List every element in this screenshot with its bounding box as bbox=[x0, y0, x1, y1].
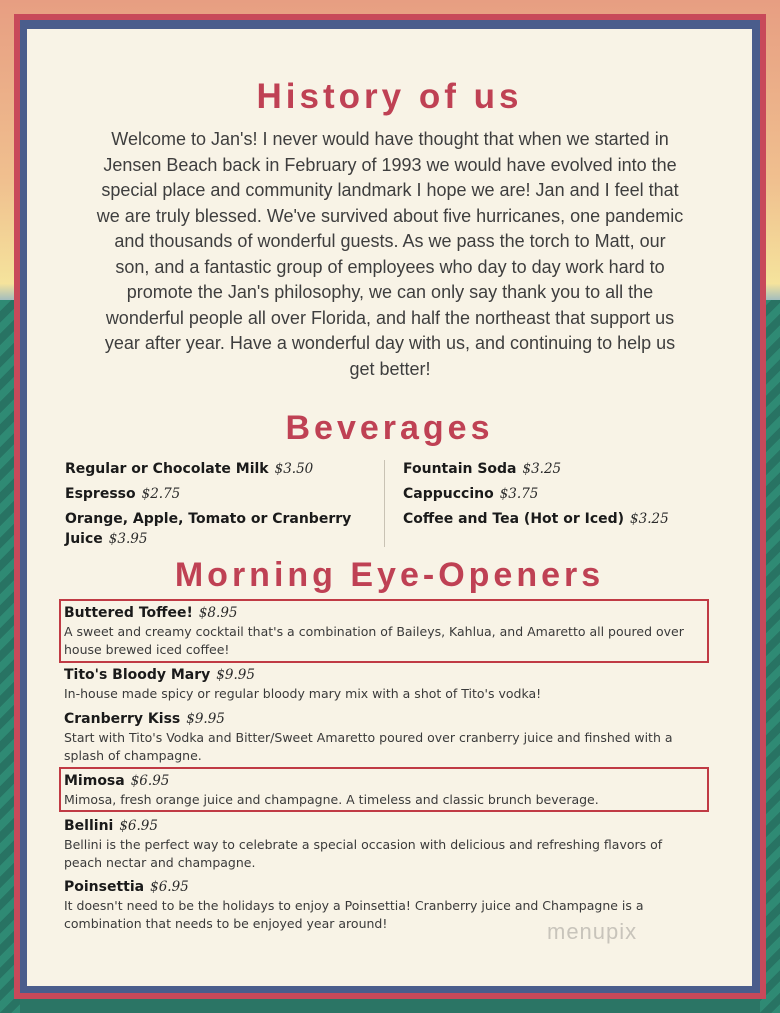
beverages-divider bbox=[384, 460, 385, 547]
menu-item-titos-bloody-mary: Tito's Bloody Mary $9.95 In-house made spicy or regular bloody mary mix with a shot of Tito's vodka! bbox=[64, 667, 542, 701]
beverages-right-column bbox=[403, 459, 743, 534]
menu-item-buttered-toffee: Buttered Toffee! $8.95 A sweet and creamy cocktail that's a combination of Baileys, Kahlua, and Amaretto all poured over house brewed iced coffee! bbox=[64, 605, 684, 657]
menu-item-poinsettia: Poinsettia $6.95 It doesn't need to be the holidays to enjoy a Poinsettia! Cranberry juice and Champagne is a combination that needs to be enjoyed year around! bbox=[64, 879, 644, 931]
menu-item-cranberry-kiss: Cranberry Kiss $9.95 Start with Tito's Vodka and Bitter/Sweet Amaretto poured over cranberry juice and finshed with a splash of champagne. bbox=[64, 711, 673, 763]
history-text: Welcome to Jan's! I never would have thought that when we started in Jensen Beach back in February of 1993 we would have evolved into the special place and community landmark I hope we are! Jan and I feel that we are truly blessed. We've survived about five hurricanes, one pandemic and thousands of wonderful guests. As we pass the torch to Matt, our son, and a fantastic group of employees who day to day work hard to promote the Jan's philosophy, we can only say thank you to all the wonderful people all over Florida, and half the northeast that support us year after year. Have a wonderful day with us, and continuing to help us get better! bbox=[96, 129, 684, 379]
beverage-item: Fountain Soda $3.25 bbox=[403, 461, 562, 477]
beverage-item: Orange, Apple, Tomato or Cranberry Juice $3.95 bbox=[65, 511, 352, 547]
history-title: History of us bbox=[256, 77, 523, 116]
menu-item-mimosa: Mimosa $6.95 Mimosa, fresh orange juice and champagne. A timeless and classic brunch beverage. bbox=[64, 773, 599, 807]
menupix-watermark: menupix bbox=[547, 919, 638, 944]
menu-page bbox=[27, 29, 752, 986]
beverage-item: Coffee and Tea (Hot or Iced) $3.25 bbox=[403, 511, 669, 527]
eye-openers-title: Morning Eye-Openers bbox=[174, 556, 605, 594]
beverages-left-column bbox=[65, 459, 365, 554]
menu-item-bellini: Bellini $6.95 Bellini is the perfect way to celebrate a special occasion with delicious and refreshing flavors of peach nectar and champagne. bbox=[64, 818, 663, 870]
beverage-item: Cappuccino $3.75 bbox=[403, 486, 539, 502]
beverage-item: Espresso $2.75 bbox=[65, 486, 181, 502]
beverage-item: Regular or Chocolate Milk $3.50 bbox=[65, 461, 314, 477]
beverages-title: Beverages bbox=[285, 409, 494, 447]
